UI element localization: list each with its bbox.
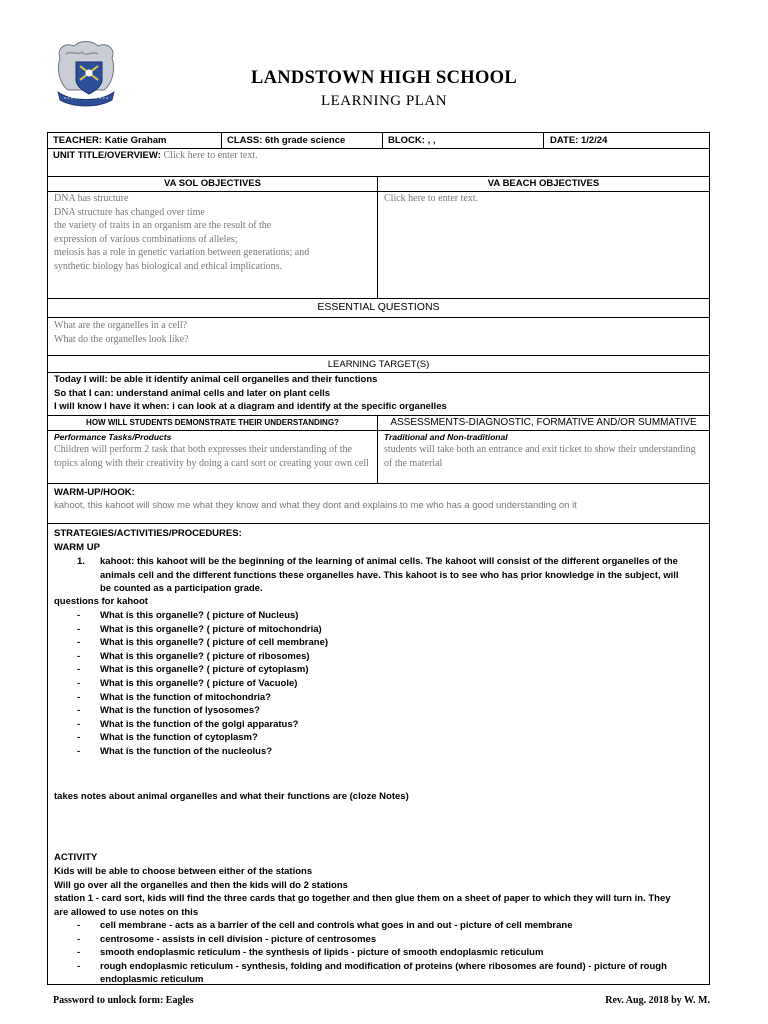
bullet-dash: -	[77, 947, 81, 959]
bullet-dash: -	[77, 664, 81, 676]
bullet-dash: -	[77, 623, 81, 635]
question-text: What is the function of mitochondria?	[100, 691, 271, 703]
unit-overview	[53, 149, 258, 163]
station-item-continued: endoplasmic reticulum	[100, 974, 204, 986]
unit-overview-label: UNIT TITLE/OVERVIEW:	[53, 150, 161, 161]
question-text: What is the function of the golgi apparatus?	[100, 718, 299, 730]
assessments-text[interactable]: students will take both an entrance and exit ticket to show their understanding of the material	[384, 444, 696, 469]
station-item	[54, 933, 667, 947]
bullet-dash: -	[77, 691, 81, 703]
question-item	[54, 663, 328, 677]
question-item	[54, 650, 328, 664]
sol-line: the variety of traits in an organism are the result of the	[54, 220, 272, 231]
target-line: So that I can: understand animal cells and later on plant cells	[54, 387, 331, 399]
sol-line: synthetic biology has biological and ethical implications.	[54, 260, 283, 272]
school-name: LANDSTOWN HIGH SCHOOL	[250, 68, 518, 88]
station-item-text: rough endoplasmic reticulum - synthesis, folding and modification of proteins (where ribosomes are found) - picture of rough	[100, 960, 667, 972]
block-field[interactable]: BLOCK: , ,	[388, 135, 436, 146]
bullet-dash: -	[77, 637, 81, 649]
traditional-label: Traditional and Non-traditional	[384, 432, 508, 442]
question-text: What is this organelle? ( picture of ribosomes)	[100, 650, 310, 662]
activity-line: station 1 - card sort, kids will find the three cards that go together and then glue them on a sheet of paper to which they will turn in. They	[54, 893, 671, 905]
learning-targets-title: LEARNING TARGET(S)	[327, 359, 430, 370]
essential-questions-header	[48, 301, 709, 314]
question-text: What is this organelle? ( picture of cytoplasm)	[100, 664, 309, 676]
bullet-dash: -	[77, 933, 81, 945]
date-field[interactable]: DATE: 1/2/24	[550, 135, 608, 146]
demonstrate-text[interactable]: Children will perform 2 task that both expresses their understanding of the topics along with their creativity by doing a card sort or creating your own cell	[54, 444, 369, 469]
question-text: What is this organelle? ( picture of Nucleus)	[100, 610, 299, 621]
kahoot-line: animals cell and the different functions these organelles have. This kahoot is to see who has prior knowledge in the subject, will	[100, 569, 679, 581]
sol-line: DNA structure has changed over time	[54, 206, 205, 218]
demonstrate-header: HOW WILL STUDENTS DEMONSTRATE THEIR UNDERSTANDING?	[86, 418, 339, 427]
question-text: What is the function of the nucleolus?	[100, 745, 273, 757]
footer-password: Password to unlock form: Eagles	[53, 995, 194, 1006]
beach-objectives-header: VA BEACH OBJECTIVES	[487, 178, 600, 189]
bullet-dash: -	[77, 920, 81, 931]
station-item	[54, 960, 667, 974]
cloze-notes-text: takes notes about animal organelles and what their functions are (cloze Notes)	[54, 791, 409, 802]
warmup-label: WARM UP	[54, 542, 100, 553]
performance-tasks-label: Performance Tasks/Products	[54, 432, 172, 442]
question-item	[54, 704, 328, 718]
question-item	[54, 731, 328, 745]
bullet-dash: -	[77, 960, 81, 972]
questions-label: questions for kahoot	[54, 596, 148, 607]
footer-revision: Rev. Aug. 2018 by W. M.	[605, 995, 710, 1006]
class-field[interactable]: CLASS: 6th grade science	[227, 135, 346, 146]
question-item	[54, 609, 328, 623]
station-items-list	[54, 919, 667, 987]
sol-line: expression of various combinations of alleles;	[54, 233, 238, 245]
learning-plan-form	[47, 132, 710, 985]
question-text: What is the function of cytoplasm?	[100, 732, 258, 744]
question-item	[54, 636, 328, 650]
sol-line: DNA has structure	[54, 193, 129, 204]
bullet-dash: -	[77, 718, 81, 730]
station-item	[54, 946, 667, 960]
activity-line: Will go over all the organelles and then the kids will do 2 stations	[54, 879, 348, 891]
beach-objectives-input[interactable]: Click here to enter text.	[384, 193, 479, 204]
learning-targets-text[interactable]	[54, 373, 447, 414]
target-line: Today I will: be able it identify animal cell organelles and their functions	[54, 374, 378, 385]
bullet-dash: -	[77, 610, 81, 621]
strategies-label: STRATEGIES/ACTIVITIES/PROCEDURES:	[54, 528, 242, 539]
question-text: What is the function of lysosomes?	[100, 705, 260, 717]
warmup-hook-label: WARM-UP/HOOK:	[54, 487, 135, 498]
target-line: I will know I have it when: i can look at a diagram and identify at the specific organelles	[54, 401, 447, 413]
bullet-dash: -	[77, 745, 81, 757]
sol-objectives-text[interactable]	[54, 192, 372, 273]
unit-overview-input[interactable]: Click here to enter text.	[163, 150, 258, 161]
question-text: What is this organelle? ( picture of mitochondria)	[100, 623, 322, 635]
essential-question: What are the organelles in a cell?	[54, 320, 188, 331]
station-item-text: centrosome - assists in cell division - picture of centrosomes	[100, 933, 377, 945]
sol-objectives-header: VA SOL OBJECTIVES	[164, 178, 261, 189]
warmup-hook-text[interactable]: kahoot, this kahoot will show me what they know and what they dont and explains to me who has a good understanding on it	[54, 500, 577, 511]
question-text: What is this organelle? ( picture of Vacuole)	[100, 677, 298, 689]
station-item-text: smooth endoplasmic reticulum - the synthesis of lipids - picture of smooth endoplasmic reticulum	[100, 947, 544, 959]
teacher-field[interactable]: TEACHER: Katie Graham	[53, 135, 167, 146]
learning-targets-header	[48, 358, 709, 371]
essential-question: What do the organelles look like?	[54, 333, 189, 345]
kahoot-line: kahoot: this kahoot will be the beginning of the learning of animal cells. The kahoot will consist of the different organelles of the	[100, 556, 678, 567]
question-item	[54, 718, 328, 732]
bullet-dash: -	[77, 732, 81, 744]
activity-label: ACTIVITY	[54, 852, 98, 863]
station-item	[54, 919, 667, 933]
bullet-dash: -	[77, 677, 81, 689]
station-item-text: cell membrane - acts as a barrier of the cell and controls what goes in and out - picture of cell membrane	[100, 920, 573, 931]
kahoot-description	[100, 555, 679, 596]
bullet-dash: -	[77, 650, 81, 662]
activity-line: Kids will be able to choose between either of the stations	[54, 866, 313, 877]
question-item	[54, 677, 328, 691]
sol-line: meiosis has a role in genetic variation between generations; and	[54, 247, 310, 258]
question-item	[54, 623, 328, 637]
essential-questions-text[interactable]	[54, 319, 189, 346]
bullet-dash: -	[77, 705, 81, 717]
question-text: What is this organelle? ( picture of cell membrane)	[100, 637, 329, 649]
question-item	[54, 691, 328, 705]
kahoot-questions-list	[54, 609, 328, 759]
kahoot-line: be counted as a participation grade.	[100, 583, 263, 595]
assessments-header: ASSESSMENTS-DIAGNOSTIC, FORMATIVE AND/OR SUMMATIVE	[390, 417, 697, 428]
document-subtitle: LEARNING PLAN	[320, 93, 448, 109]
question-item	[54, 745, 328, 759]
activity-line: are allowed to use notes on this	[54, 906, 199, 918]
activity-text	[54, 865, 671, 919]
kahoot-item-number: 1.	[77, 556, 85, 567]
essential-questions-title: ESSENTIAL QUESTIONS	[317, 301, 440, 313]
